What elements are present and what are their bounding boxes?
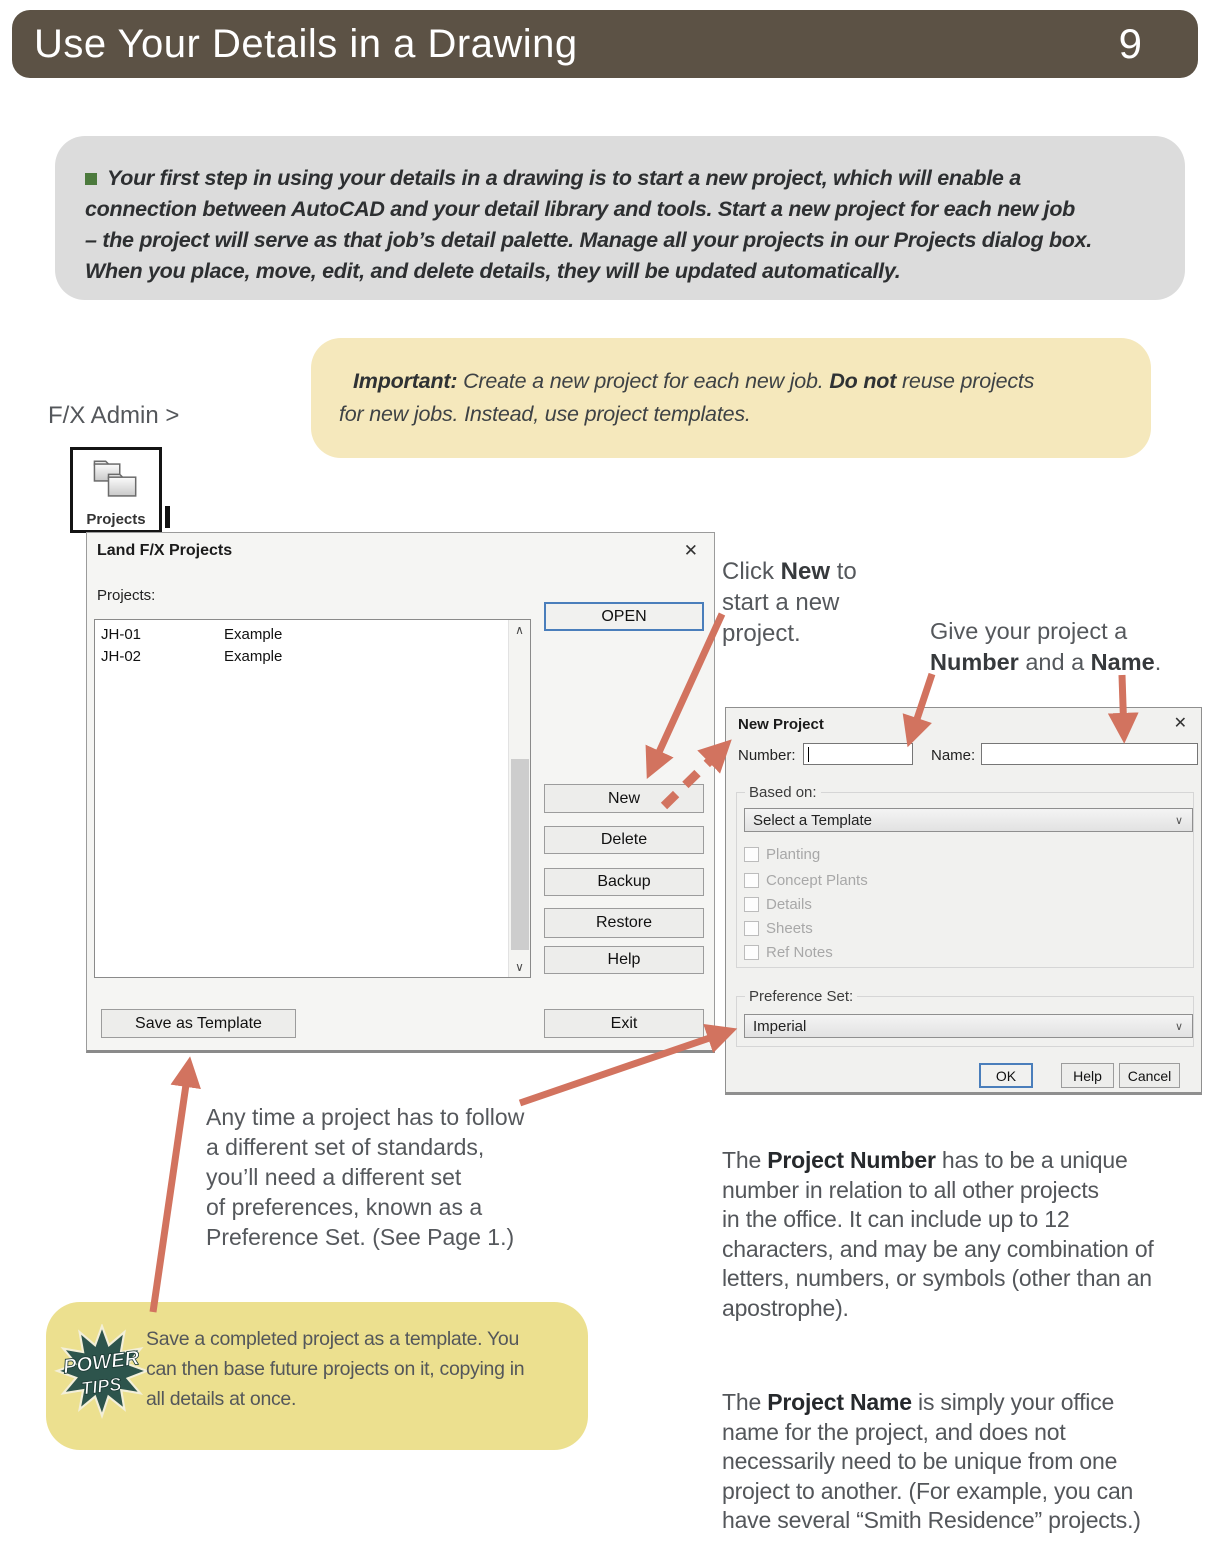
name-label: Name: — [931, 747, 976, 764]
planting-checkbox-row[interactable] — [744, 846, 820, 863]
important-note-line: Important: Create a new project for each new job. Do not reuse projects — [353, 369, 1035, 393]
folders-icon — [86, 455, 146, 505]
number-input[interactable] — [803, 743, 913, 765]
checkbox-icon[interactable] — [744, 873, 759, 888]
preference-set-label: Preference Set: — [745, 988, 857, 1005]
cancel-button[interactable]: Cancel — [1119, 1063, 1180, 1088]
restore-button[interactable]: Restore — [544, 908, 704, 938]
important-note-box — [311, 338, 1151, 458]
close-icon[interactable]: ✕ — [683, 541, 698, 560]
page-title: Use Your Details in a Drawing — [34, 21, 578, 66]
intro-text: Your first step in using your details in a drawing is to start a new project, which will enable a — [107, 166, 1021, 190]
svg-text:TIPS: TIPS — [80, 1373, 123, 1399]
land-fx-projects-dialog — [86, 532, 715, 1053]
concept-plants-checkbox-row[interactable] — [744, 872, 868, 889]
checkbox-icon[interactable] — [744, 897, 759, 912]
template-dropdown-value: Select a Template — [753, 811, 872, 829]
preference-set-annotation: Any time a project has to follow a different set of standards, you’ll need a different set of preferences, known as a Preference Set. (See Page 1.) — [206, 1104, 525, 1250]
projects-list-label: Projects: — [97, 587, 156, 604]
intro-summary-box — [55, 136, 1185, 300]
intro-line: – the project will serve as that job’s detail palette. Manage all your projects in our Projects dialog box. — [85, 228, 1092, 252]
name-input[interactable] — [981, 743, 1198, 765]
arrow-to-save-as-template — [153, 1064, 189, 1312]
page-header — [12, 10, 1198, 78]
ok-button[interactable]: OK — [979, 1063, 1033, 1088]
backup-button[interactable]: Backup — [544, 868, 704, 896]
svg-text:POWER: POWER — [61, 1347, 141, 1379]
checkbox-label: Details — [766, 896, 812, 913]
projects-toolbar-button[interactable] — [70, 447, 162, 533]
square-bullet-icon — [85, 173, 97, 185]
scroll-up-icon[interactable]: ∧ — [515, 623, 524, 637]
project-name-paragraph: The Project Name is simply your office name for the project, and does not necessarily need to be unique from one project to another. (For example, you can have several “Smith Residence” projects.) — [722, 1389, 1141, 1533]
checkbox-label: Sheets — [766, 920, 813, 937]
checkbox-label: Concept Plants — [766, 872, 868, 889]
intro-line: When you place, move, edit, and delete details, they will be updated automatically. — [85, 259, 901, 283]
project-name-cell: Example — [224, 647, 283, 665]
exit-button[interactable]: Exit — [544, 1009, 704, 1038]
number-label: Number: — [738, 747, 796, 764]
listbox-scrollbar[interactable] — [508, 620, 530, 977]
intro-line — [85, 163, 1155, 194]
checkbox-icon[interactable] — [744, 945, 759, 960]
cropped-toolbar-fragment — [165, 506, 170, 528]
power-tips-badge-icon — [54, 1324, 150, 1420]
delete-button[interactable]: Delete — [544, 826, 704, 854]
project-row[interactable] — [95, 623, 530, 645]
details-checkbox-row[interactable] — [744, 896, 812, 913]
sheets-checkbox-row[interactable] — [744, 920, 813, 937]
power-tip-box — [46, 1302, 588, 1450]
project-name-cell: Example — [224, 625, 283, 643]
chevron-down-icon: ∨ — [1174, 814, 1183, 827]
intro-line: connection between AutoCAD and your detail library and tools. Start a new project for each new job — [85, 197, 1076, 221]
preference-set-dropdown[interactable] — [744, 1014, 1193, 1038]
checkbox-icon[interactable] — [744, 847, 759, 862]
page-number: 9 — [1118, 20, 1142, 67]
text-caret — [808, 747, 809, 762]
project-number-paragraph: The Project Number has to be a unique number in relation to all other projects in the office. It can include up to 12 characters, and may be any combination of letters, numbers, or symbols (other than an apostrophe). — [722, 1147, 1154, 1321]
open-button[interactable]: OPEN — [544, 602, 704, 631]
give-project-annotation: Give your project a Number and a Name. — [930, 618, 1162, 675]
important-note-line: for new jobs. Instead, use project templates. — [339, 402, 751, 426]
project-row[interactable] — [95, 645, 530, 667]
project-number-cell: JH-02 — [101, 647, 142, 665]
new-button[interactable]: New — [544, 784, 704, 813]
click-new-annotation: Click New to start a new project. — [722, 558, 857, 647]
chevron-down-icon: ∨ — [1174, 1020, 1183, 1033]
ref-notes-checkbox-row[interactable] — [744, 944, 833, 961]
help-button[interactable]: Help — [1061, 1063, 1114, 1088]
power-tip-text: Save a completed project as a template. You can then base future projects on it, copying in all details at once. — [146, 1328, 525, 1410]
project-number-cell: JH-01 — [101, 625, 142, 643]
checkbox-label: Ref Notes — [766, 944, 833, 961]
projects-listbox[interactable] — [94, 619, 531, 978]
new-project-dialog — [725, 707, 1202, 1095]
dialog-title: New Project — [738, 716, 824, 733]
template-dropdown[interactable] — [744, 808, 1193, 832]
checkbox-icon[interactable] — [744, 921, 759, 936]
save-as-template-button[interactable]: Save as Template — [101, 1009, 296, 1038]
projects-button-label: Projects — [86, 511, 146, 528]
breadcrumb-fx-admin: F/X Admin > — [48, 402, 180, 429]
dialog-title: Land F/X Projects — [97, 542, 233, 559]
based-on-label: Based on: — [745, 784, 821, 801]
scrollbar-thumb[interactable] — [511, 759, 529, 950]
close-icon[interactable]: ✕ — [1173, 715, 1187, 732]
help-button[interactable]: Help — [544, 946, 704, 974]
checkbox-label: Planting — [766, 846, 821, 863]
preference-set-value: Imperial — [753, 1017, 807, 1035]
important-label: Important: — [353, 369, 458, 393]
scroll-down-icon[interactable]: ∨ — [515, 960, 524, 974]
